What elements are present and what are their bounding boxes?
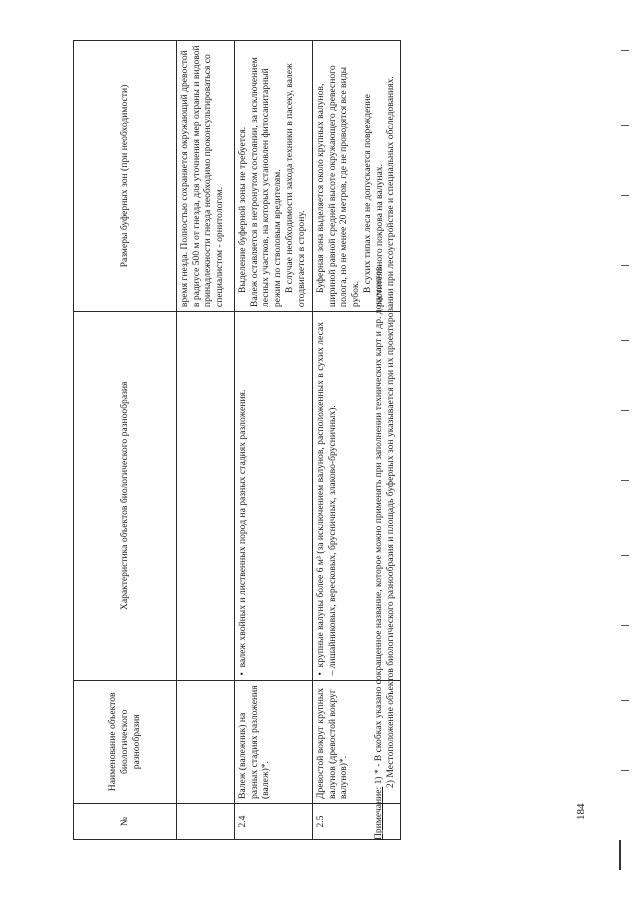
biodiversity-table	[73, 40, 401, 840]
scan-mark	[621, 125, 629, 126]
scan-mark	[621, 410, 629, 411]
cell-name: Древостой вокруг крупных валунов (древостой вокруг валунов)*.	[313, 680, 401, 804]
cell-continuation: время гнезда. Полностью сохраняется окружающий древостой в радиусе 500 м от гнезда, для уточнения мер охраны и видовой принадлежности гнезда необходимо проконсультироваться со специалистом - орнитологом.	[177, 41, 235, 312]
table-row	[235, 41, 313, 840]
cell-buffer	[235, 41, 313, 312]
header-name: Наименование объектов биологического разнообразия	[74, 680, 177, 804]
scan-mark	[621, 700, 629, 701]
scan-mark	[621, 195, 629, 196]
buffer-paragraph: Валеж оставляется в нетронутом состоянии, за исключением лесных участков, на которых установлен фитосанитарный режим по стволовым вредителям.	[248, 57, 284, 308]
header-num: №	[74, 804, 177, 840]
note-2: 2) Местоположение объектов биологического разнообразия и площадь буферных зон указывается при их проектировании при лесоустройстве и специальных обследованиях.	[384, 76, 396, 788]
cell-num: 2.5	[313, 804, 401, 840]
cell-name: Валеж (валежник) на разных стадиях разложения (валеж)*.	[235, 680, 313, 804]
buffer-paragraph: В сухих типах леса не допускается повреждение растительного покрова на валунах.	[361, 94, 385, 308]
note-line-1	[373, 40, 385, 840]
buffer-paragraph: Выделение буферной зоны не требуется.	[237, 126, 248, 294]
buffer-paragraph: Буферная зона выделяется около крупных валунов, шириной равной средней высоте окружающего древесного полога, но не менее 20 метров, где не проводятся все виды рубок.	[315, 65, 362, 308]
scan-edge	[619, 840, 621, 870]
scan-mark	[621, 480, 629, 481]
scan-mark	[621, 770, 629, 771]
scan-mark	[621, 625, 629, 626]
notes-label: Примечание:	[373, 786, 384, 840]
scan-mark	[621, 555, 629, 556]
bullet-text: • крупные валуны более 6 м³ (за исключением валунов, расположенных в сухих лесах – лишайниковых, вересковых, брусничных, злаково-брусничных).	[315, 322, 338, 676]
cell-desc	[235, 312, 313, 680]
cell-num: 2.4	[235, 804, 313, 840]
cell-empty	[177, 312, 235, 680]
note-1: 1) * - В скобках указано сокращенное название, которое можно применять при заполнении технических карт и др. документов.	[373, 264, 384, 787]
page-number: 184	[575, 803, 587, 820]
cell-empty	[177, 804, 235, 840]
table-row-continuation	[177, 41, 235, 840]
cell-empty	[177, 680, 235, 804]
notes	[373, 40, 397, 840]
table-header-row	[74, 41, 177, 840]
header-desc: Характеристика объектов биологического разнообразия	[74, 312, 177, 680]
header-buffer: Размеры буферных зон (при необходимости)	[74, 41, 177, 312]
bullet-text: • валеж хвойных и лиственных пород на разных стадиях разложения.	[237, 390, 248, 676]
scan-mark	[621, 50, 629, 51]
scan-mark	[621, 340, 629, 341]
scan-mark	[621, 265, 629, 266]
rotated-page	[73, 40, 403, 840]
buffer-paragraph: В случае необходимости захода техники в пасеку, валеж отодвигается в сторону.	[283, 63, 307, 308]
